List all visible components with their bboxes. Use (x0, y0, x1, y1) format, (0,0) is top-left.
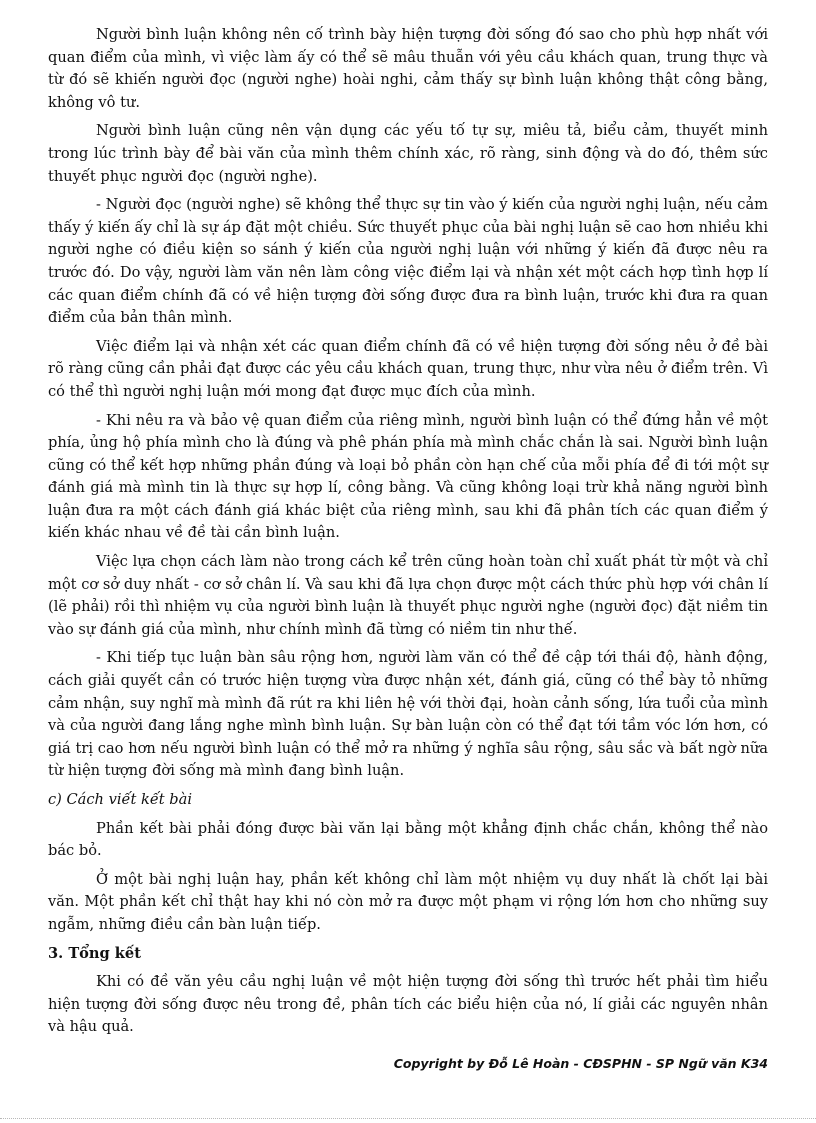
section-heading: 3. Tổng kết (48, 944, 141, 962)
page-divider (0, 1118, 816, 1119)
paragraph: Việc lựa chọn cách làm nào trong cách kể trên cũng hoàn toàn chỉ xuất phát từ một và chỉ một cơ sở duy nhất - cơ sở chân lí. Và sau khi đã lựa chọn được một cách thức phù hợp với chân lí (lẽ phải) rồi thì nhiệm vụ của người bình luận là thuyết phục người nghe (người đọc) đặt niềm tin vào sự đánh giá của mình, như chính mình đã từng có niềm tin như thế. (48, 553, 768, 638)
paragraph: Việc điểm lại và nhận xét các quan điểm chính đã có về hiện tượng đời sống nêu ở đề bài rõ ràng cũng cần phải đạt được các yêu cầu khách quan, trung thực, như vừa nêu ở điểm trên. Vì có thể thì người nghị luận mới mong đạt được mục đích của mình. (48, 337, 768, 400)
paragraph: Người bình luận cũng nên vận dụng các yếu tố tự sự, miêu tả, biểu cảm, thuyết minh trong lúc trình bày để bài văn của mình thêm chính xác, rõ ràng, sinh động và do đó, thêm sức thuyết phục người đọc (người nghe). (48, 122, 768, 185)
copyright-footer: Copyright by Đỗ Lê Hoàn - CĐSPHN - SP Ngữ văn K34 (393, 1056, 768, 1071)
paragraph: - Người đọc (người nghe) sẽ không thể thực sự tin vào ý kiến của người nghị luận, nếu cảm thấy ý kiến ấy chỉ là sự áp đặt một chiều. Sức thuyết phục của bài nghị luận sẽ cao hơn nhiều khi người nghe có điều kiện so sánh ý kiến của người nghị luận với những ý kiến đã được nêu ra trước đó. Do vậy, người làm văn nên làm công việc điểm lại và nhận xét một cách hợp tình hợp lí các quan điểm chính đã có về hiện tượng đời sống được đưa ra bình luận, trước khi đưa ra quan điểm của bản thân mình. (48, 196, 768, 327)
paragraph: - Khi nêu ra và bảo vệ quan điểm của riêng mình, người bình luận có thể đứng hẳn về một phía, ủng hộ phía mình cho là đúng và phê phán phía mà mình chắc chắn là sai. Người bình luận cũng có thể kết hợp những phần đúng và loại bỏ phần còn hạn chế của mỗi phía để đi tới một sự đánh giá mà mình tin là thực sự hợp lí, công bằng. Và cũng không loại trừ khả năng người bình luận đưa ra một cách đánh giá khác biệt của riêng mình, sau khi đã phân tích các quan điểm ý kiến khác nhau về đề tài cần bình luận. (48, 411, 768, 542)
paragraph: Phần kết bài phải đóng được bài văn lại bằng một khẳng định chắc chắn, không thể nào bác bỏ. (48, 819, 768, 860)
paragraph: - Khi tiếp tục luận bàn sâu rộng hơn, người làm văn có thể đề cập tới thái độ, hành động, cách giải quyết cần có trước hiện tượng vừa được nhận xét, đánh giá, cũng có thể bày tỏ những cảm nhận, suy nghĩ mà mình đã rút ra khi liên hệ với thời đại, hoàn cảnh sống, lứa tuổi của mình và của người đang lắng nghe mình bình luận. Sự bàn luận còn có thể đạt tới tầm vóc lớn hơn, có giá trị cao hơn nếu người bình luận có thể mở ra những ý nghĩa sâu rộng, sâu sắc và bất ngờ nữa từ hiện tượng đời sống mà mình đang bình luận. (48, 649, 768, 780)
paragraph: Người bình luận không nên cố trình bày hiện tượng đời sống đó sao cho phù hợp nhất với quan điểm của mình, vì việc làm ấy có thể sẽ mâu thuẫn với yêu cầu khách quan, trung thực và từ đó sẽ khiến người đọc (người nghe) hoài nghi, cảm thấy sự bình luận không thật công bằng, không vô tư. (48, 26, 768, 111)
paragraph: Ở một bài nghị luận hay, phần kết không chỉ làm một nhiệm vụ duy nhất là chốt lại bài văn. Một phần kết chỉ thật hay khi nó còn mở ra được một phạm vi rộng lớn hơn cho những suy ngẫm, những điều cần bàn luận tiếp. (48, 870, 768, 933)
subsection-heading: c) Cách viết kết bài (48, 791, 193, 808)
paragraph: Khi có đề văn yêu cầu nghị luận về một hiện tượng đời sống thì trước hết phải tìm hiểu hiện tượng đời sống được nêu trong đề, phân tích các biểu hiện của nó, lí giải các nguyên nhân và hậu quả. (48, 973, 768, 1036)
